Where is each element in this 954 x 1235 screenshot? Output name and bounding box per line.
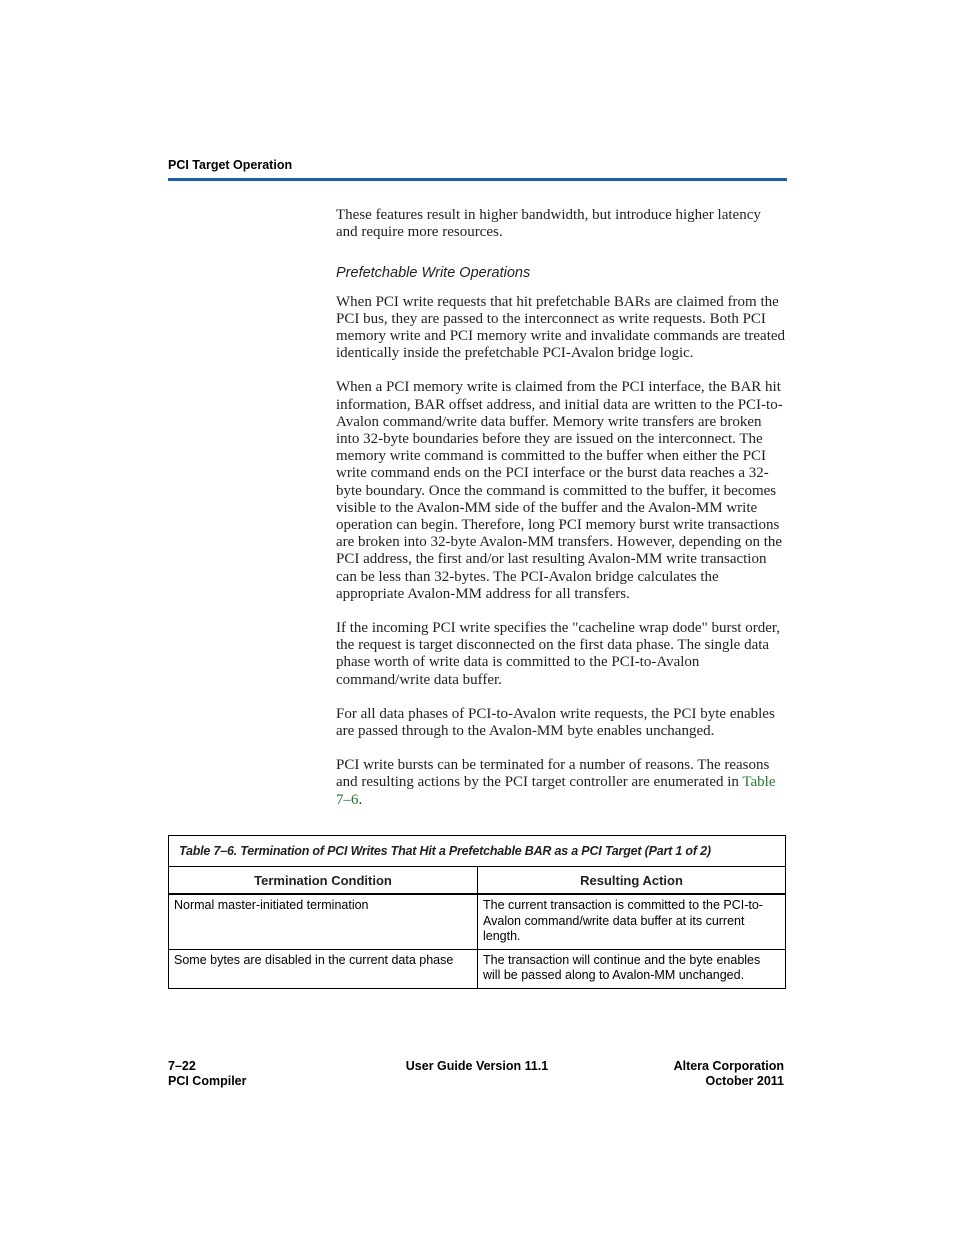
paragraph-3: If the incoming PCI write specifies the "cacheline wrap dode" burst order, the request is target disconnected on the first data phase. The single data phase worth of write data is committed to the PCI-to-Avalon command/write data buffer. (336, 620, 781, 688)
table-row (169, 949, 785, 988)
table-row (169, 894, 785, 949)
column-header-condition: Termination Condition (169, 867, 478, 894)
footer-center (0, 1059, 954, 1074)
section-header-title: PCI Target Operation (168, 158, 293, 172)
guide-version: User Guide Version 11.1 (405, 1059, 549, 1073)
table-cell-condition: Normal master-initiated termination (169, 894, 478, 949)
table-cell-action: The transaction will continue and the byte enables will be passed along to Avalon-MM unchanged. (483, 952, 761, 982)
paragraph-1: When PCI write requests that hit prefetchable BARs are claimed from the PCI bus, they are passed to the interconnect as write requests. Both PCI memory write and PCI memory write and invalidate commands are treated identically inside the prefetchable PCI-Avalon bridge logic. (336, 293, 786, 362)
subheading: Prefetchable Write Operations (336, 265, 531, 282)
paragraph-4: For all data phases of PCI-to-Avalon write requests, the PCI byte enables are passed through to the Avalon-MM byte enables unchanged. (336, 705, 775, 740)
table-grid (169, 867, 785, 988)
paragraph-5-end: . (358, 791, 363, 808)
page-number: 7–22 (168, 1059, 196, 1073)
termination-table (168, 835, 786, 989)
intro-paragraph: These features result in higher bandwidth, but introduce higher latency and require more resources. (336, 207, 761, 241)
footer-right (674, 1059, 784, 1089)
header-divider (168, 178, 787, 181)
table-reference-link[interactable]: Table 7–6 (336, 774, 776, 808)
table-cell-action: The current transaction is committed to the PCI-to-Avalon command/write data buffer at its current length. (478, 894, 786, 949)
product-name: PCI Compiler (168, 1074, 247, 1088)
column-header-action: Resulting Action (478, 867, 786, 894)
table-caption: Table 7–6. Termination of PCI Writes That Hit a Prefetchable BAR as a PCI Target (Part 1 of 2) (169, 836, 785, 867)
table-header-row (169, 867, 785, 894)
paragraph-5-text: PCI write bursts can be terminated for a number of reasons. The reasons and resulting actions by the PCI target controller are enumerated in (336, 757, 770, 791)
paragraph-2: When a PCI memory write is claimed from the PCI interface, the BAR hit information, BAR offset address, and initial data are written to the PCI-to-Avalon command/write data buffer. Memory write transfers are broken into 32-byte boundaries before they are issued on the interconnect. The memory write command is committed to the buffer when either the PCI write command ends on the PCI interface or the burst data reaches a 32-byte boundary. Once the command is committed to the buffer, it becomes visible to the Avalon-MM side of the buffer and the Avalon-MM write operation can begin. Therefore, long PCI memory burst write transactions are broken into 32-byte Avalon-MM transfers. However, depending on the PCI address, the first and/or last resulting Avalon-MM write transaction can be less than 32-bytes. The PCI-Avalon bridge calculates the appropriate Avalon-MM address for all transfers. (336, 379, 783, 602)
table-cell-condition: Some bytes are disabled in the current data phase (169, 949, 478, 988)
body-text-column (336, 207, 786, 809)
publication-date: October 2011 (705, 1074, 784, 1088)
company-name: Altera Corporation (673, 1059, 784, 1073)
paragraph-5 (336, 757, 786, 809)
